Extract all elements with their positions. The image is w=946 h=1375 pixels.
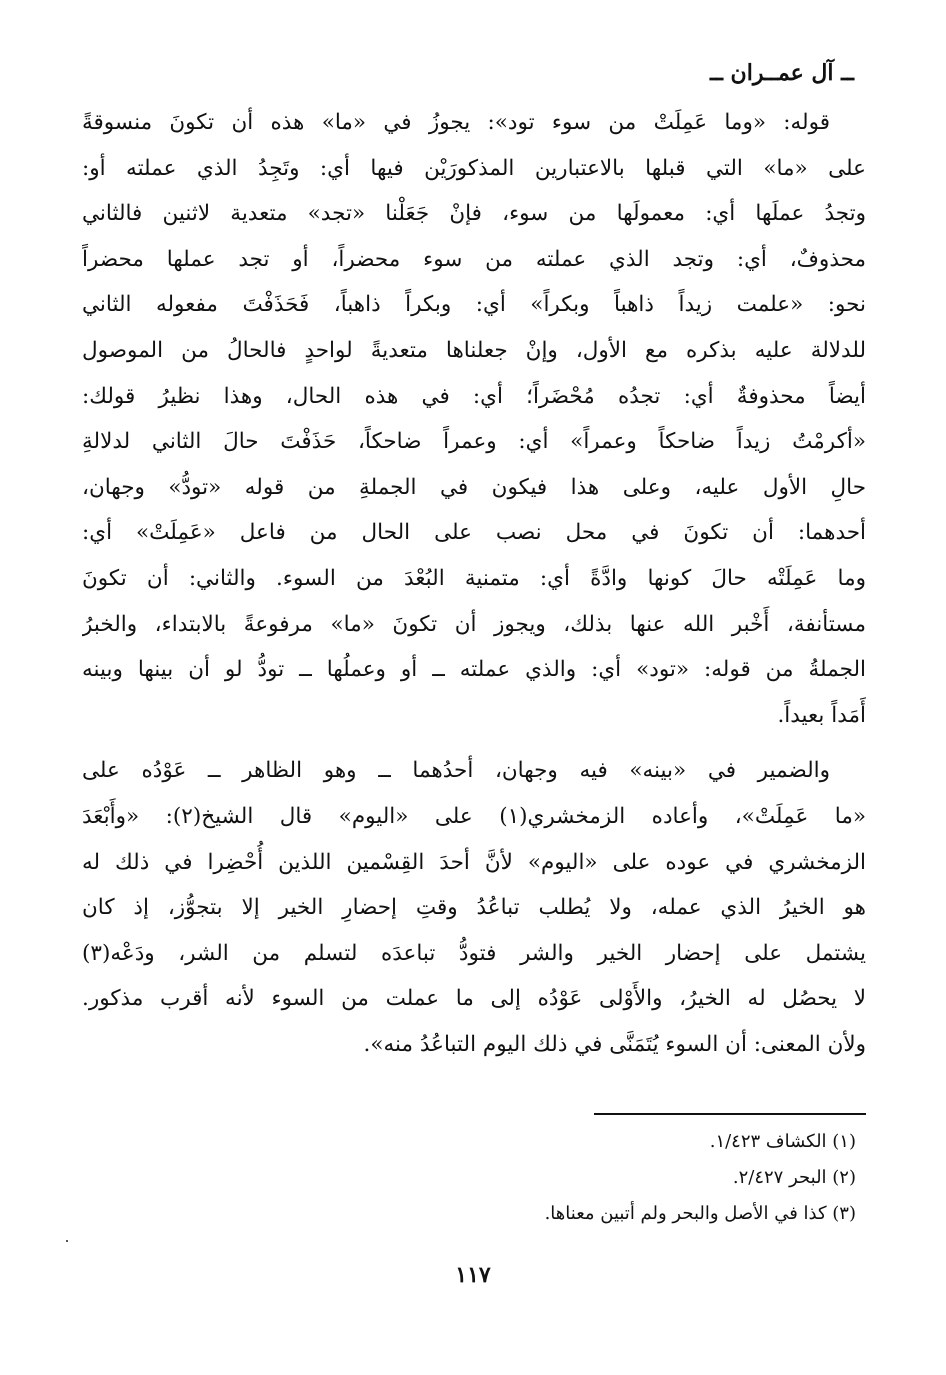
text-line: «أكرمْتُ زيداً ضاحكاً وعمراً» أي: وعمراً ضاحكاً، حَذَفْتَ حالَ الثاني لدلالةِ — [82, 429, 866, 455]
running-header: ــ آل عمــران ــ — [710, 60, 854, 86]
text-line: أَمَداً بعيداً. — [777, 702, 866, 728]
text-line: أيضاً محذوفةٌ أي: تجدُه مُحْضَراً؛ أي: في هذه الحال، وهذا نظيرُ قولك: — [82, 383, 866, 409]
text-line: حالِ الأول عليه، وعلى هذا فيكون في الجملةِ من قوله «تودُّ» وجهان، — [82, 474, 866, 500]
text-line: الجملةُ من قوله: «تود» أي: والذي عملته ــ أو وعملُها ــ تودُّ لو أن بينها وبينه — [82, 657, 866, 683]
text-line: لا يحصُل له الخيرُ، والأَوْلى عَوْدُه إلى ما عملت من السوء لأنه أقرب مذكور. — [82, 986, 866, 1012]
text-line: على «ما» التي قبلها بالاعتبارين المذكورَيْن فيها أي: وتَجِدُ الذي عملته أو: — [82, 155, 866, 181]
footnote-3: (٣) كذا في الأصل والبحر ولم أتبين معناها. — [544, 1203, 856, 1224]
text-line: أحدهما: أن تكونَ في محل نصب على الحال من فاعل «عَمِلَتْ» أي: — [82, 520, 866, 546]
text-line: وتجدُ عملَها أي: معمولَها من سوء، فإنْ جَعَلْنا «تجد» متعدية لاثنين فالثاني — [82, 201, 866, 227]
text-line: هو الخيرُ الذي عمله، ولا يُطلب تباعُدُ وقتِ إحضارِ الخير إلا بتجوُّز، إذ كان — [82, 895, 866, 921]
text-line: نحو: «علمت زيداً ذاهباً وبكراً» أي: وبكراً ذاهباً، فَحَذَفْتَ مفعوله الثاني — [82, 292, 866, 318]
paragraph-2 — [82, 748, 866, 1067]
footnote-separator — [594, 1113, 866, 1115]
text-line: محذوفٌ، أي: وتجد الذي عملته من سوء محضراً، أو تجد عملها محضراً — [82, 246, 866, 272]
footnotes — [545, 1124, 856, 1232]
text-line: مستأنفة، أَخْبر الله عنها بذلك، ويجوز أن تكونَ «ما» مرفوعةً بالابتداء، والخبرُ — [82, 611, 866, 637]
text-line: ولأن المعنى: أن السوء يُتَمَنَّى في ذلك اليوم التباعُدُ منه». — [363, 1031, 866, 1057]
text-line: الزمخشري في عوده على «اليوم» لأنَّ أحدَ القِسْمين اللذين أُحْضِرا في ذلك له — [82, 849, 866, 875]
page-number: ١١٧ — [455, 1262, 491, 1288]
text-line: والضمير في «بينه» فيه وجهان، أحدُهما ــ وهو الظاهر ــ عَوْدُه على — [82, 758, 830, 784]
text-line: يشتمل على إحضار الخير والشر فتودُّ تباعدَه لتسلم من الشر، ودَعْه(٣) — [82, 940, 866, 966]
text-line: وما عَمِلَتْه حالَ كونها وادَّةً أي: متمنية البُعْدَ من السوء. والثاني: أن تكونَ — [82, 565, 866, 591]
footnote-2: (٢) البحر ٢/٤٢٧. — [732, 1167, 856, 1188]
paragraph-1 — [82, 100, 866, 738]
scan-speck — [66, 1240, 68, 1242]
text-line: للدلالة عليه بذكره مع الأول، وإنْ جعلناها متعديةً لواحدٍ فالحالُ من الموصول — [82, 337, 866, 363]
main-text — [82, 100, 866, 1067]
text-line: «ما عَمِلَتْ»، وأعاده الزمخشري(١) على «اليوم» قال الشيخ(٢): «وأَبْعَدَ — [82, 803, 866, 829]
footnote-1: (١) الكشاف ١/٤٢٣. — [709, 1131, 856, 1152]
text-line: قوله: «وما عَمِلَتْ من سوء تود»: يجوزُ في «ما» هذه أن تكونَ منسوقةً — [82, 110, 830, 135]
